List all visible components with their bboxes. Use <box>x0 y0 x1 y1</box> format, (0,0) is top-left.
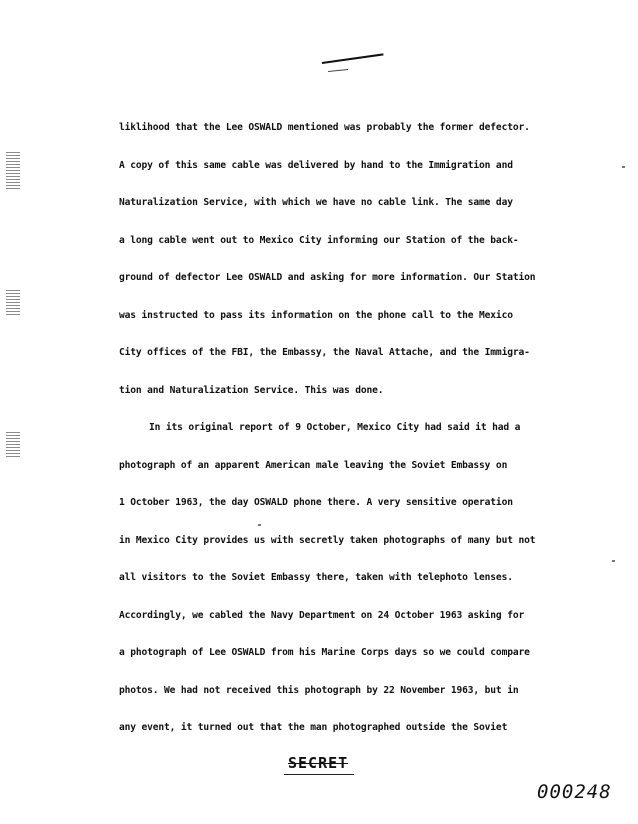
text-line: photograph of an apparent American male leaving the Soviet Embassy on <box>119 459 508 471</box>
scan-speck <box>622 166 625 168</box>
scan-speck <box>612 560 615 562</box>
text-line: a photograph of Lee OSWALD from his Marine Corps days so we could compare <box>119 647 530 658</box>
text-line: in Mexico City provides us with secretly taken photographs of many but not <box>119 534 536 546</box>
text-line: liklihood that the Lee OSWALD mentioned was probably the former defector. <box>119 122 530 133</box>
text-line: was instructed to pass its information on the phone call to the Mexico <box>119 309 513 321</box>
text-line: 1 October 1963, the day OSWALD phone there. A very sensitive operation <box>119 497 513 508</box>
margin-punch-mark <box>6 290 20 316</box>
text-line: City offices of the FBI, the Embassy, the Naval Attache, and the Immigra- <box>119 347 530 358</box>
text-line: a long cable went out to Mexico City informing our Station of the back- <box>119 234 519 246</box>
margin-punch-mark <box>6 152 20 190</box>
classification-stamp: SECRET <box>288 754 349 772</box>
text-line: any event, it turned out that the man photographed outside the Soviet <box>119 722 508 733</box>
text-line: Naturalization Service, with which we have no cable link. The same day <box>119 197 513 208</box>
text-line: Accordingly, we cabled the Navy Department on 24 October 1963 asking for <box>119 609 525 621</box>
text-line-paragraph-start: In its original report of 9 October, Mexico City had said it had a <box>149 422 521 433</box>
margin-punch-mark <box>6 432 20 458</box>
document-body <box>119 116 589 754</box>
text-line: all visitors to the Soviet Embassy there, taken with telephoto lenses. <box>119 572 513 583</box>
text-line: tion and Naturalization Service. This was done. <box>119 384 384 396</box>
text-line: ground of defector Lee OSWALD and asking for more information. Our Station <box>119 272 536 283</box>
text-line: A copy of this same cable was delivered by hand to the Immigration and <box>119 159 513 171</box>
document-number: 000248 <box>537 781 612 803</box>
top-pen-mark-tail <box>328 69 348 72</box>
classification-underline <box>284 774 354 775</box>
text-line: photos. We had not received this photograph by 22 November 1963, but in <box>119 684 519 696</box>
top-pen-mark <box>322 53 384 64</box>
